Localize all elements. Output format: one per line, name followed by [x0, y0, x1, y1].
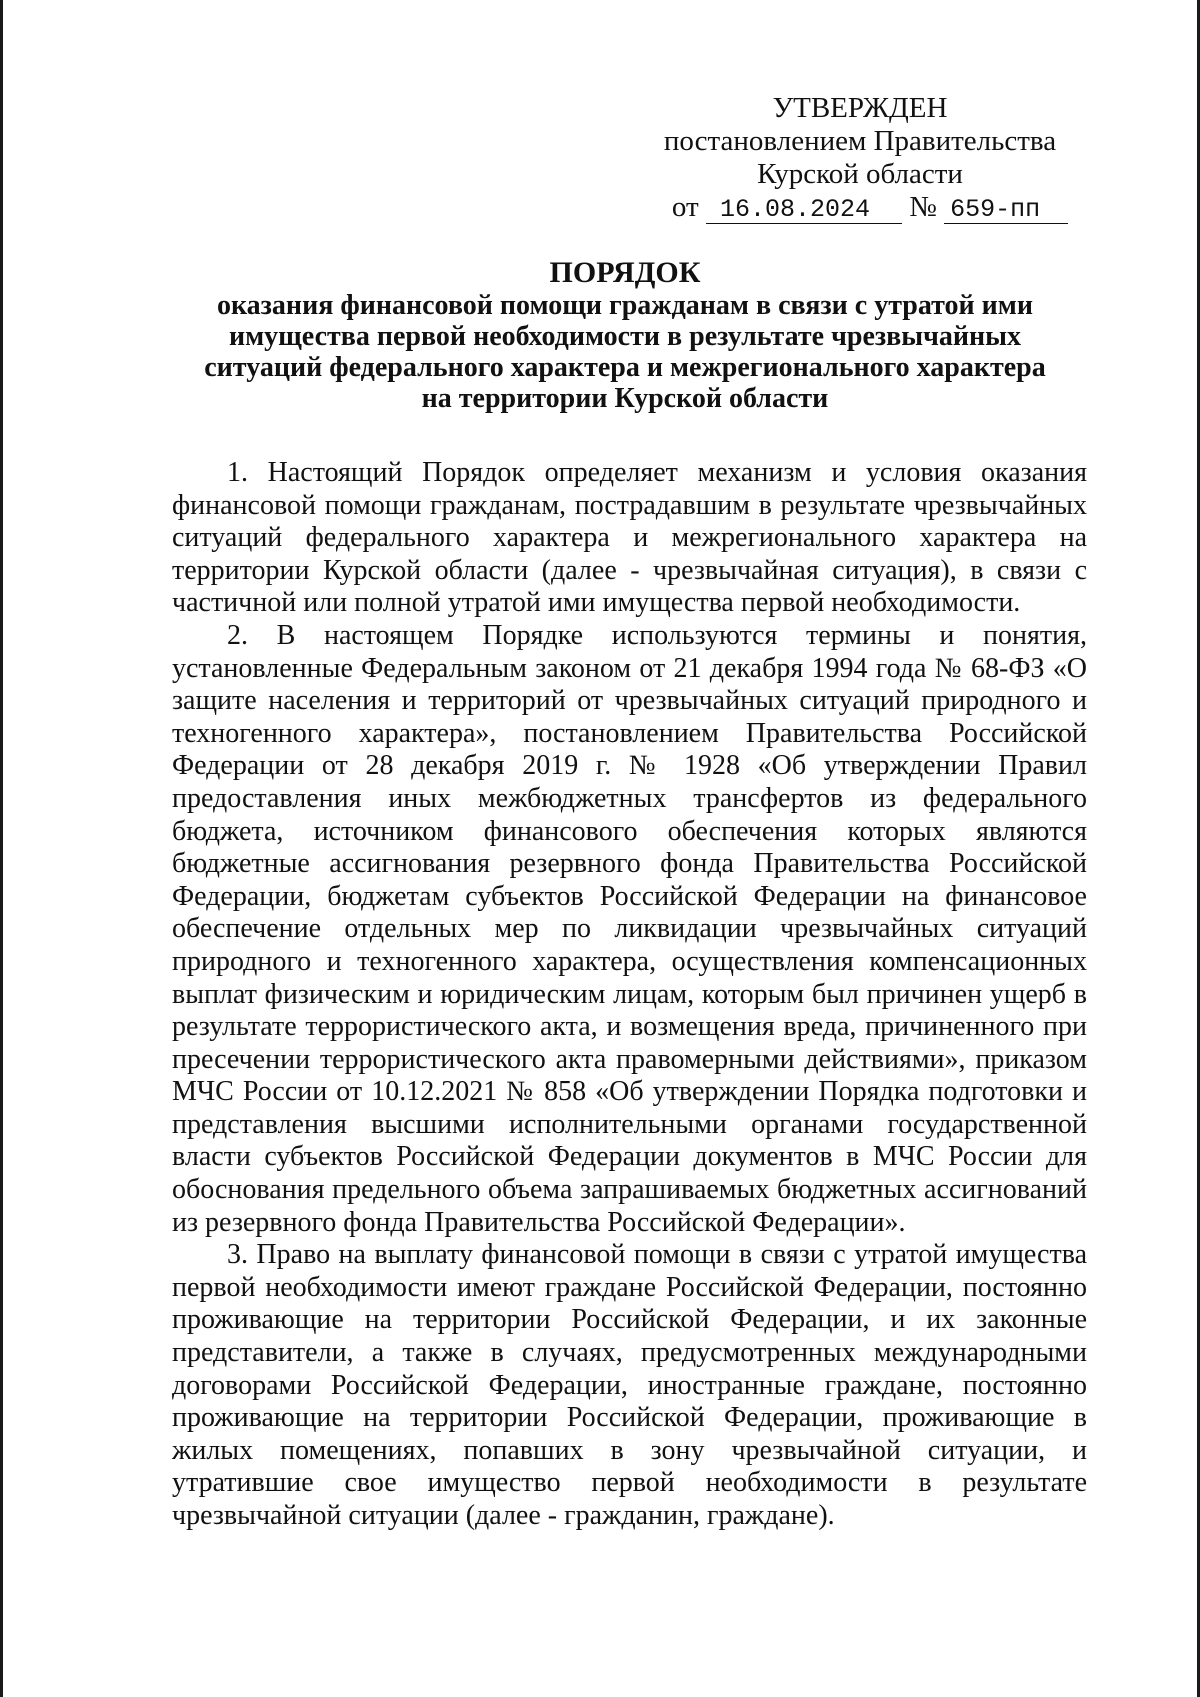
paragraph-2: 2. В настоящем Порядке используются термины и понятия, установленные Федеральным законом от 21 декабря 1994 года № 68-ФЗ «О защите населения и территорий от чрезвычайных ситуаций природного и техногенного характера», постановлением Правительства Российской Федерации от 28 декабря 2019 г. № 1928 «Об утверждении Правил предоставления иных межбюджетных трансфертов из федерального бюджета, источником финансового обеспечения которых являются бюджетные ассигнования резервного фонда Правительства Российской Федерации, бюджетам субъектов Российской Федерации на финансовое обеспечение отдельных мер по ликвидации чрезвычайных ситуаций природного и техногенного характера, осуществления компенсационных выплат физическим и юридическим лицам, которым был причинен ущерб в результате террористического акта, и возмещения вреда, причиненного при пресечении террористического акта правомерными действиями», приказом МЧС России от 10.12.2021 № 858 «Об утверждении Порядка подготовки и представления высшими исполнительными органами государственной власти субъектов Российской Федерации документов в МЧС России для обоснования предельного объема запрашиваемых бюджетных ассигнований из резервного фонда Правительства Российской Федерации».	[172, 619, 1087, 1238]
date-prefix: от	[671, 191, 699, 223]
scan-left-edge	[0, 0, 3, 1697]
paragraph-3: 3. Право на выплату финансовой помощи в связи с утратой имущества первой необходимости имеют граждане Российской Федерации, постоянно проживающие на территории Российской Федерации, и их законные представители, а также в случаях, предусмотренных международными договорами Российской Федерации, иностранные граждане, постоянно проживающие на территории Российской Федерации, проживающие в жилых помещениях, попавших в зону чрезвычайной ситуации, и утратившие свое имущество первой необходимости в результате чрезвычайной ситуации (далее - гражданин, граждане).	[172, 1239, 1087, 1531]
approval-region: Курской области	[757, 158, 963, 190]
document-title: ПОРЯДОК	[549, 256, 701, 289]
approval-number: 659-пп	[944, 197, 1068, 224]
document-body	[172, 457, 1087, 1533]
approval-date-line	[640, 191, 1080, 224]
approval-date: 16.08.2024	[706, 197, 902, 224]
document-title-block	[170, 257, 1080, 414]
approval-authority: постановлением Правительства	[663, 125, 1057, 157]
document-subtitle-line: имущества первой необходимости в результате чрезвычайных	[228, 321, 1022, 352]
paragraph-1: 1. Настоящий Порядок определяет механизм и условия оказания финансовой помощи гражданам, пострадавшим в результате чрезвычайных ситуаций федерального характера и межрегионального характера на территории Курской области (далее - чрезвычайная ситуация), в связи с частичной или полной утратой ими имущества первой необходимости.	[172, 457, 1087, 619]
document-subtitle-line: оказания финансовой помощи гражданам в связи с утратой ими	[216, 290, 1034, 321]
approval-status: УТВЕРЖДЕН	[772, 92, 948, 124]
document-subtitle-line: на территории Курской области	[421, 383, 829, 414]
document-subtitle-line: ситуаций федерального характера и межрегионального характера	[204, 352, 1046, 383]
approval-stamp-block	[640, 92, 1080, 224]
number-sign: №	[909, 191, 937, 223]
